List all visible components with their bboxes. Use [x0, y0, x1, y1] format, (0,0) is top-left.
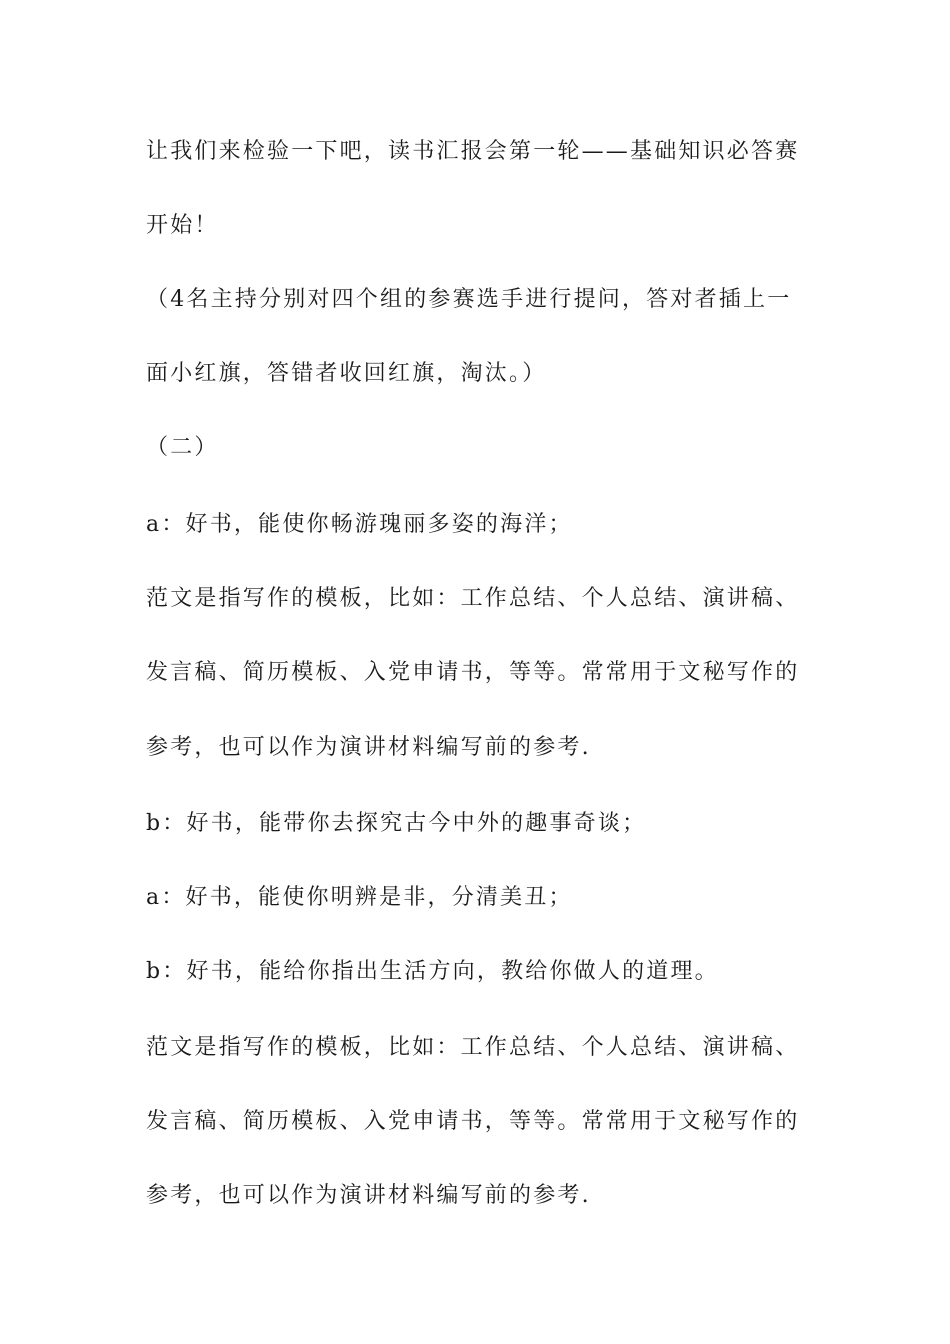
text-line: 发言稿、简历模板、入党申请书，等等。常常用于文秘写作的	[146, 1109, 800, 1134]
text-line: （二）	[146, 435, 219, 460]
text-line: b：好书，能带你去探究古今中外的趣事奇谈；	[146, 811, 647, 836]
text-line: a：好书，能使你畅游瑰丽多姿的海洋；	[146, 512, 573, 537]
text-line: 让我们来检验一下吧，读书汇报会第一轮——基础知识必答赛	[146, 139, 800, 164]
text-line: b：好书，能给你指出生活方向，教给你做人的道理。	[146, 959, 719, 984]
text-line: （4名主持分别对四个组的参赛选手进行提问，答对者插上一	[146, 287, 792, 312]
text-line: 发言稿、简历模板、入党申请书，等等。常常用于文秘写作的	[146, 660, 800, 685]
text-line: 参考，也可以作为演讲材料编写前的参考.	[146, 735, 591, 760]
text-line: 开始！	[146, 213, 219, 238]
text-line: 范文是指写作的模板，比如：工作总结、个人总结、演讲稿、	[146, 1035, 800, 1060]
text-line: a：好书，能使你明辨是非，分清美丑；	[146, 885, 573, 910]
text-line: 面小红旗，答错者收回红旗，淘汰。）	[146, 361, 547, 386]
text-line: 参考，也可以作为演讲材料编写前的参考.	[146, 1183, 591, 1208]
text-line: 范文是指写作的模板，比如：工作总结、个人总结、演讲稿、	[146, 586, 800, 611]
